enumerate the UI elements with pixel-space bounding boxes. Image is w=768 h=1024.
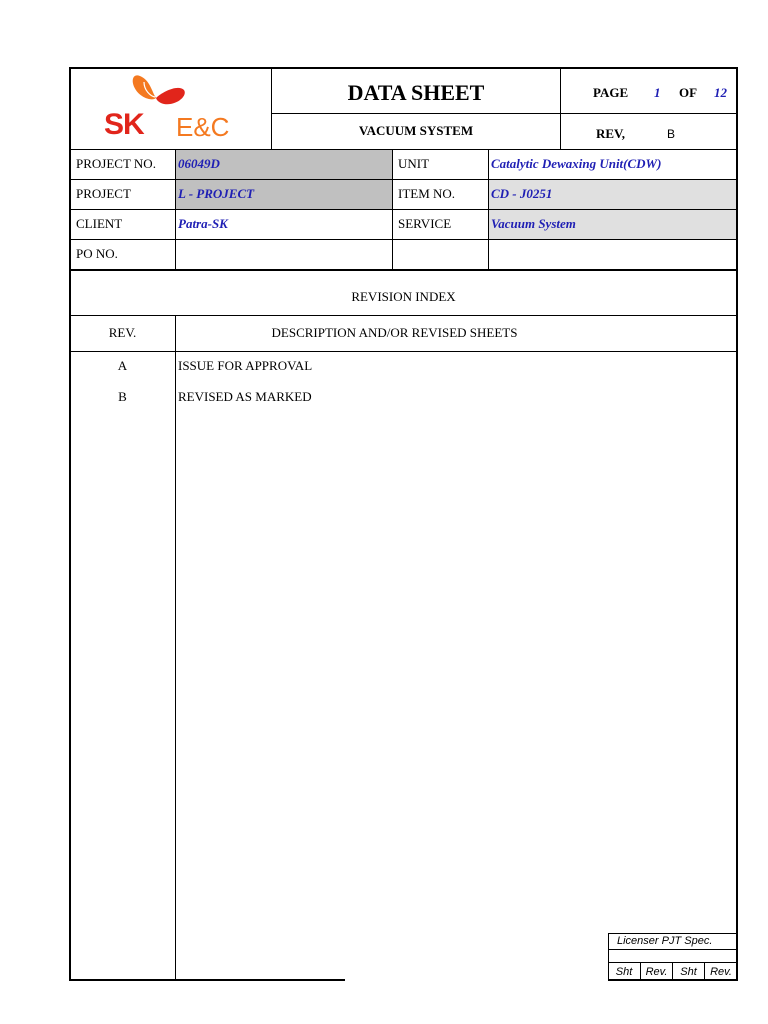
description-column-header: DESCRIPTION AND/OR REVISED SHEETS bbox=[271, 325, 518, 340]
project-value: L - PROJECT bbox=[178, 186, 255, 201]
revision-row-desc: ISSUE FOR APPROVAL bbox=[178, 358, 313, 373]
rev-value: B bbox=[667, 127, 676, 141]
licenser-spec-label: Licenser PJT Spec. bbox=[617, 935, 713, 947]
bottom-border-left bbox=[69, 979, 345, 981]
client-value: Patra-SK bbox=[178, 216, 228, 231]
client-label: CLIENT bbox=[76, 216, 123, 231]
service-value: Vacuum System bbox=[491, 216, 576, 231]
footer-sht-label: Sht bbox=[615, 966, 633, 978]
unit-value: Catalytic Dewaxing Unit(CDW) bbox=[491, 156, 662, 171]
revision-index-title: REVISION INDEX bbox=[351, 289, 456, 304]
page-number: 1 bbox=[654, 85, 661, 100]
of-label: OF bbox=[679, 85, 698, 100]
revision-row-desc: REVISED AS MARKED bbox=[178, 389, 312, 404]
footer-sht-label: Sht bbox=[680, 966, 697, 978]
revision-row-rev: A bbox=[117, 358, 128, 373]
project-no-value: 06049D bbox=[178, 156, 220, 171]
item-no-label: ITEM NO. bbox=[398, 186, 456, 201]
page-total: 12 bbox=[714, 85, 727, 100]
logo-ec-text: E&C bbox=[176, 112, 230, 142]
revision-row-rev: B bbox=[118, 389, 127, 404]
unit-label: UNIT bbox=[398, 156, 430, 171]
project-label: PROJECT bbox=[76, 186, 131, 201]
page-label: PAGE bbox=[593, 85, 629, 100]
rev-column-header: REV. bbox=[108, 325, 137, 340]
project-no-label: PROJECT NO. bbox=[76, 156, 156, 171]
rev-label: REV, bbox=[596, 126, 626, 141]
logo-sk-text: SK bbox=[104, 108, 144, 141]
footer-rev-label: Rev. bbox=[645, 966, 668, 978]
po-no-label: PO NO. bbox=[76, 246, 118, 261]
sheet-border bbox=[69, 67, 738, 981]
company-logo bbox=[100, 70, 250, 146]
page-subtitle: VACUUM SYSTEM bbox=[358, 123, 474, 138]
service-label: SERVICE bbox=[398, 216, 452, 231]
footer-rev-label: Rev. bbox=[710, 966, 732, 978]
page-title: DATA SHEET bbox=[347, 80, 485, 105]
item-no-value: CD - J0251 bbox=[491, 186, 553, 201]
